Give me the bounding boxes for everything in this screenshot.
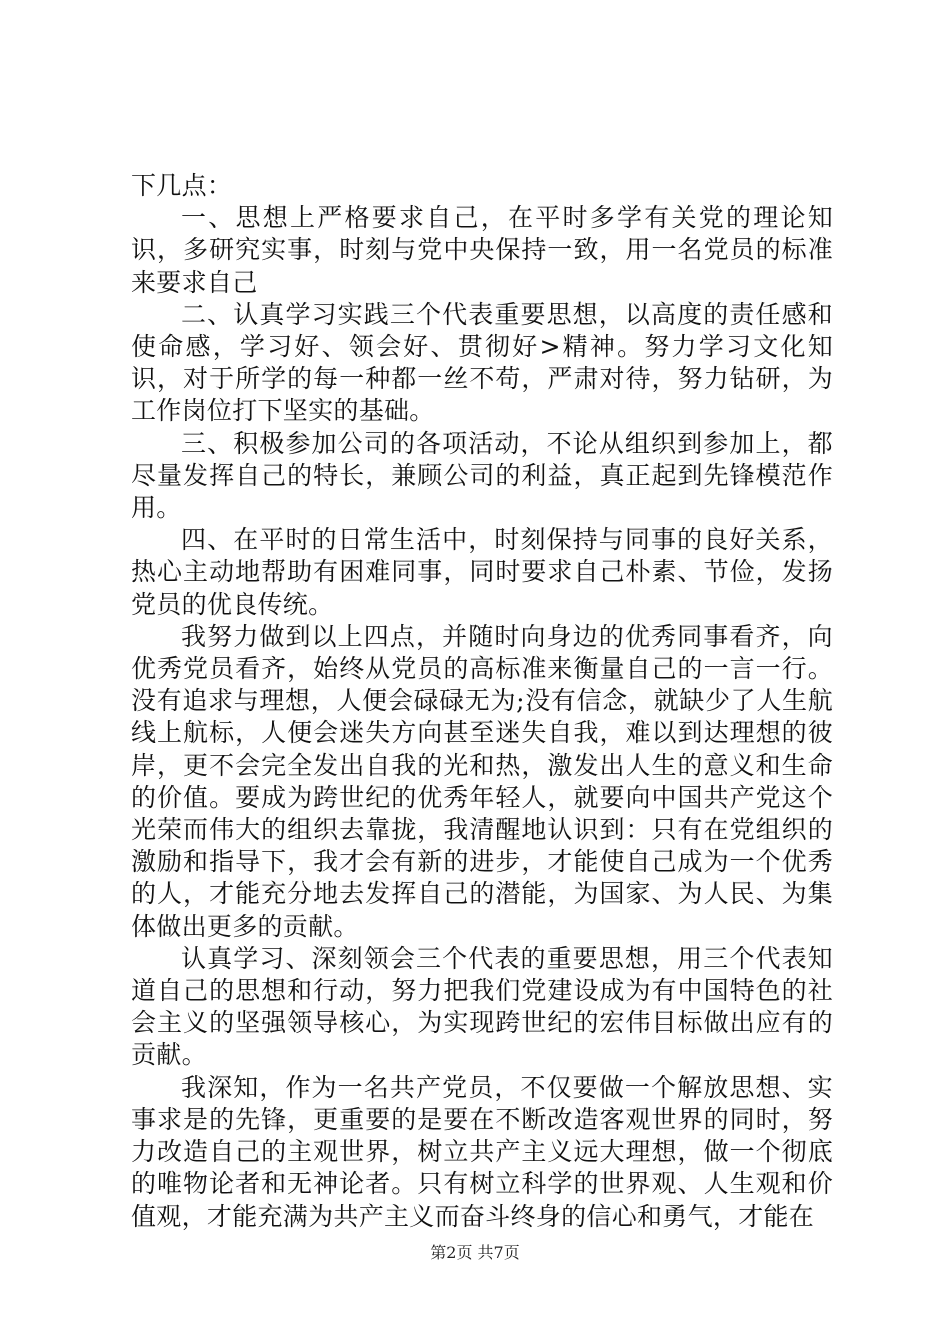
paragraph-0: 下几点：	[131, 171, 233, 200]
page-footer: 第2页 共7页	[430, 1243, 520, 1262]
paragraph-4: 四、在平时的日常生活中，时刻保持与同事的良好关系，热心主动地帮助有困难同事，同时要求自己朴素、节俭，发扬党员的优良传统。	[131, 525, 833, 619]
paragraph-7: 我深知，作为一名共产党员，不仅要做一个解放思想、实事求是的先锋，更重要的是要在不断改造客观世界的同时，努力改造自己的主观世界，树立共产主义远大理想，做一个彻底的唯物论者和无神论者。只有树立科学的世界观、人生观和价值观，才能充满为共产主义而奋斗终身的信心和勇气，才能在	[131, 1072, 833, 1231]
paragraph-1: 一、思想上严格要求自己，在平时多学有关党的理论知识，多研究实事，时刻与党中央保持一致，用一名党员的标准来要求自己	[131, 203, 833, 297]
paragraph-3: 三、积极参加公司的各项活动，不论从组织到参加上，都尽量发挥自己的特长，兼顾公司的利益，真正起到先锋模范作用。	[131, 428, 833, 523]
paragraph-5: 我努力做到以上四点，并随时向身边的优秀同事看齐，向优秀党员看齐，始终从党员的高标准来衡量自己的一言一行。没有追求与理想，人便会碌碌无为;没有信念，就缺少了人生航线上航标，人便会迷失方向甚至迷失自我，难以到达理想的彼岸，更不会完全发出自我的光和热，激发出人生的意义和生命的价值。要成为跨世纪的优秀年轻人，就要向中国共产党这个光荣而伟大的组织去靠拢，我清醒地认识到：只有在党组织的激励和指导下，我才会有新的进步，才能使自己成为一个优秀的人，才能充分地去发挥自己的潜能，为国家、为人民、为集体做出更多的贡献。	[131, 621, 833, 941]
paragraph-6: 认真学习、深刻领会三个代表的重要思想，用三个代表知道自己的思想和行动，努力把我们党建设成为有中国特色的社会主义的坚强领导核心，为实现跨世纪的宏伟目标做出应有的贡献。	[131, 943, 833, 1070]
paragraph-2: 二、认真学习实践三个代表重要思想，以高度的责任感和使命感，学习好、领会好、贯彻好>精神。努力学习文化知识，对于所学的每一种都一丝不苟，严肃对待，努力钻研，为工作岗位打下坚实的基础。	[131, 299, 833, 426]
document-body	[131, 170, 833, 1233]
